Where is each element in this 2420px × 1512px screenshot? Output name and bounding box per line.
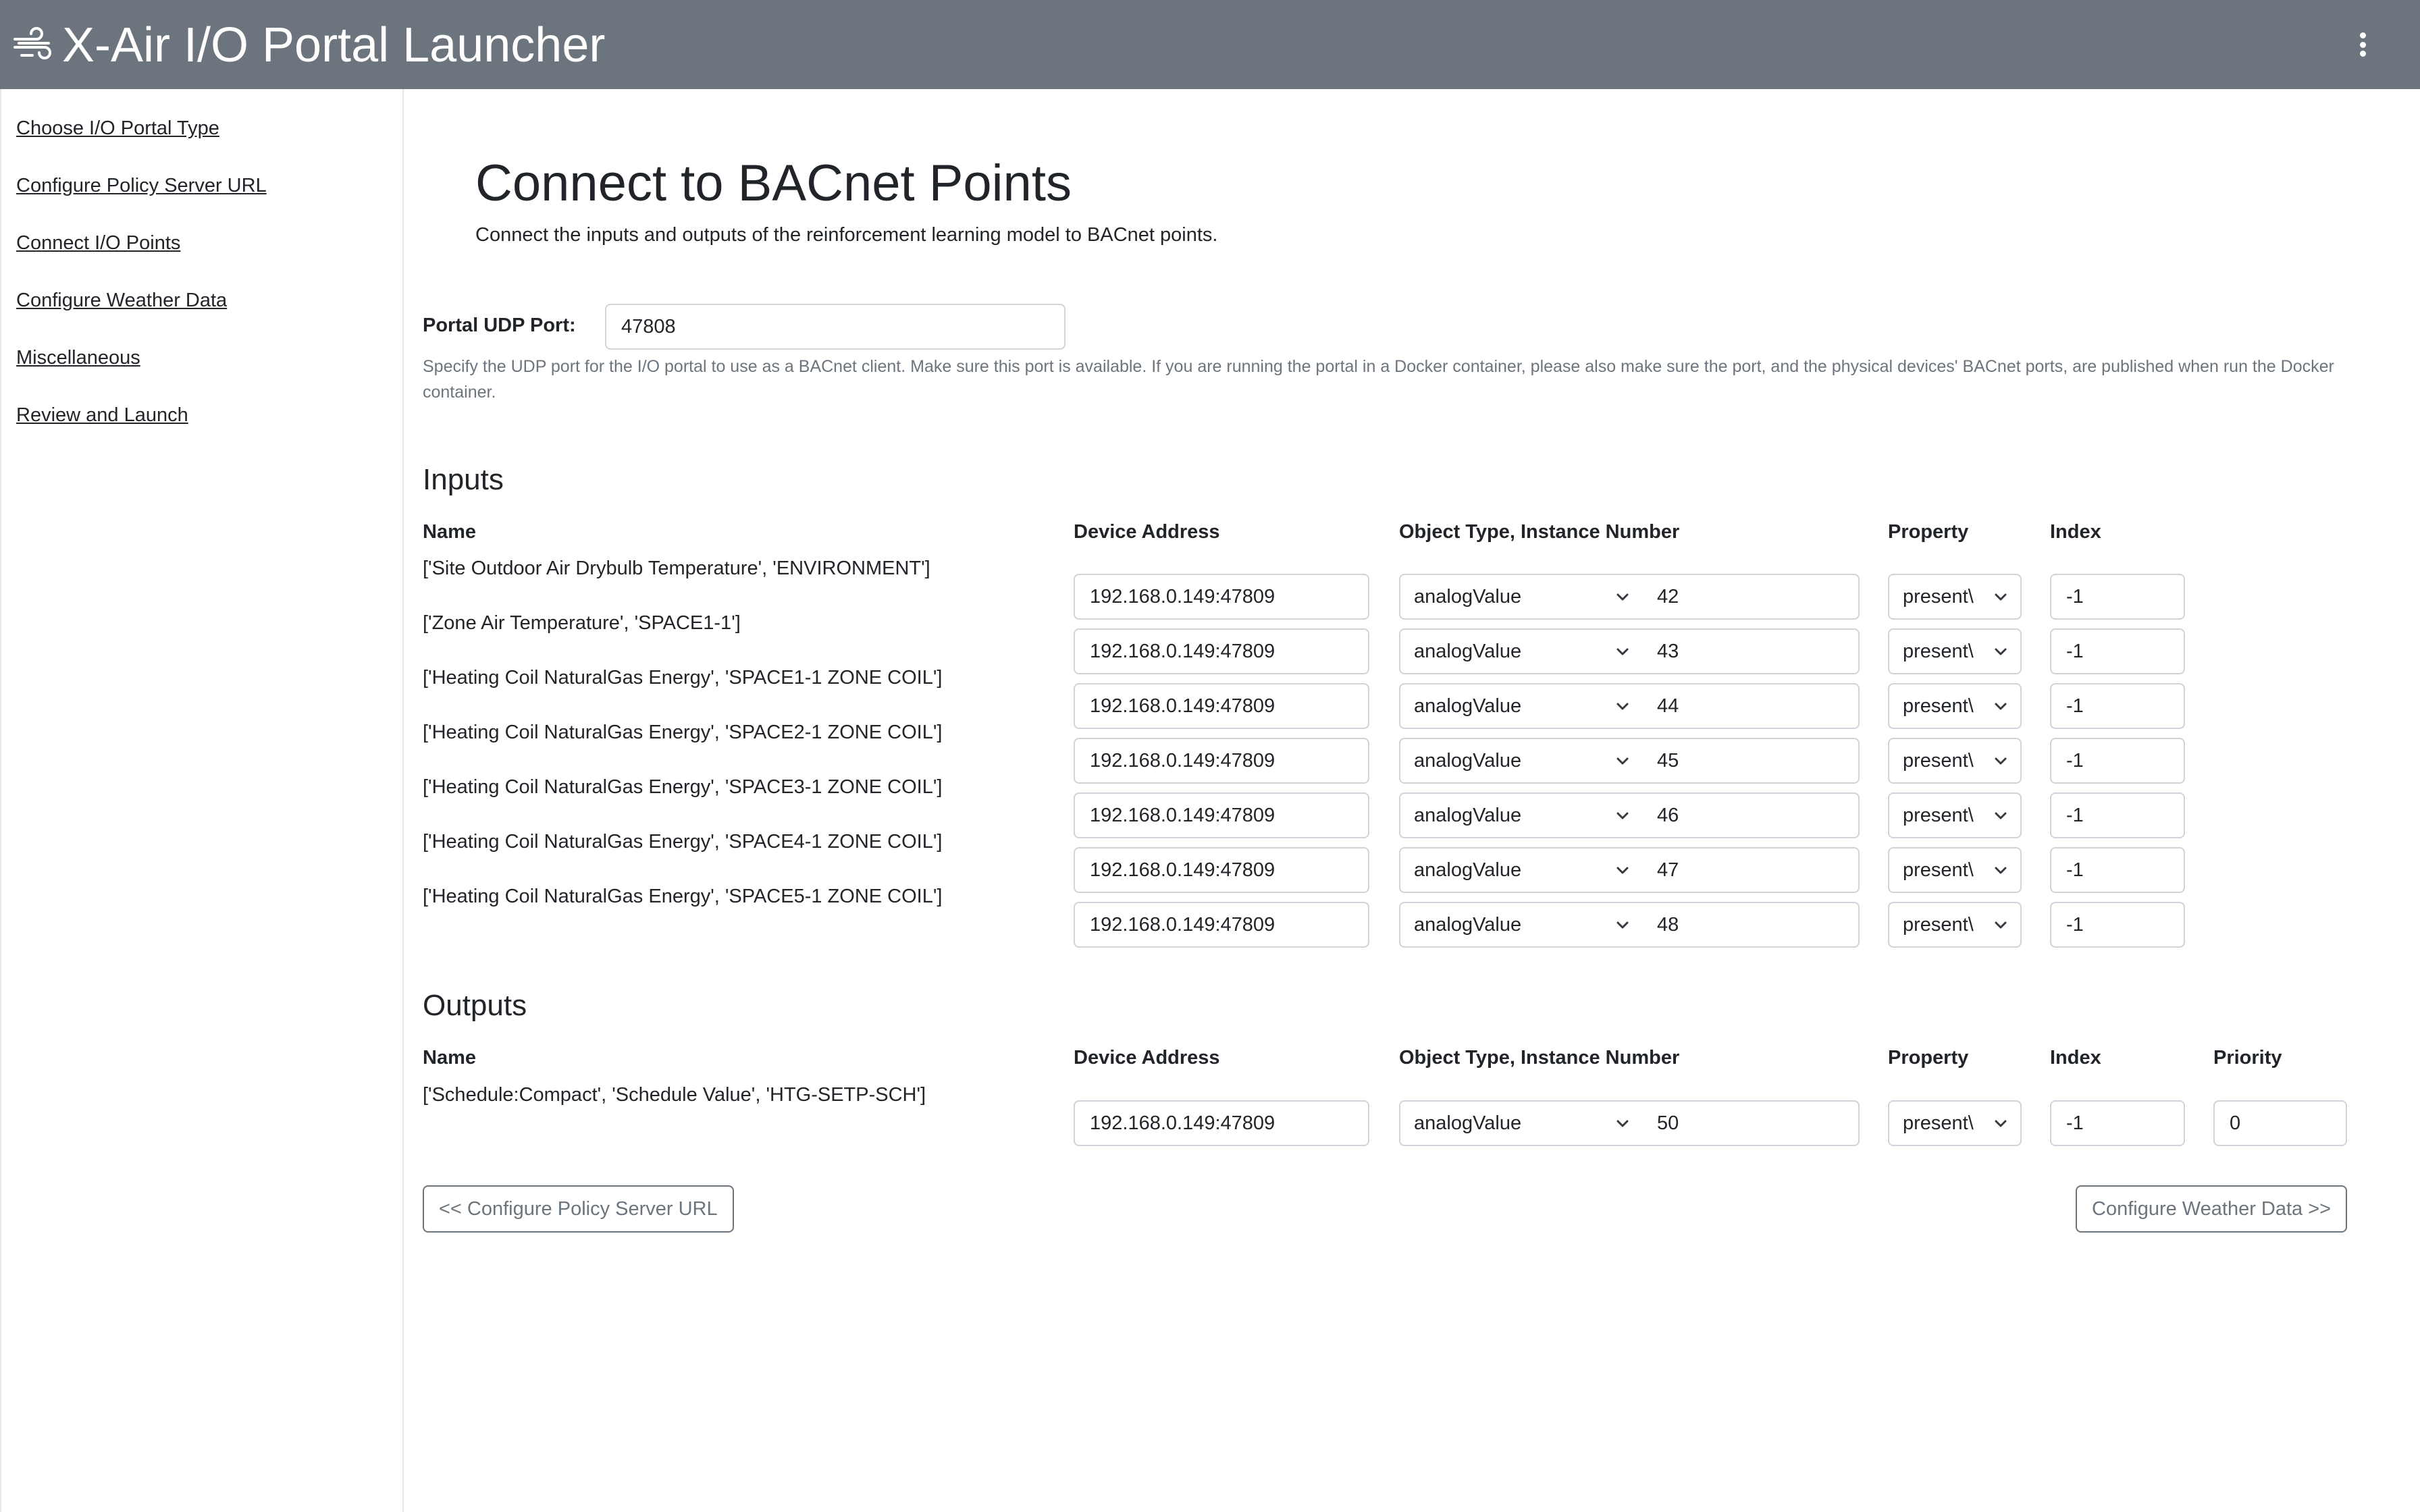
object-type-value: analogValue — [1414, 1112, 1522, 1134]
outputs-col-address: Device Address — [1074, 1047, 1220, 1069]
instance-number-input[interactable]: 47 — [1642, 847, 1860, 893]
object-type-select[interactable] — [1399, 683, 1643, 729]
index-input[interactable]: -1 — [2050, 792, 2185, 838]
device-address-input[interactable]: 192.168.0.149:47809 — [1074, 628, 1369, 674]
property-value: present\ — [1903, 695, 1974, 717]
property-select[interactable] — [1888, 738, 2022, 784]
object-type-value: analogValue — [1414, 695, 1522, 717]
sidebar-item-review-launch[interactable]: Review and Launch — [16, 404, 188, 426]
device-address-input[interactable]: 192.168.0.149:47809 — [1074, 574, 1369, 620]
next-step-button[interactable]: Configure Weather Data >> — [2076, 1185, 2347, 1233]
chevron-down-icon — [1993, 699, 2008, 714]
property-value: present\ — [1903, 805, 1974, 826]
property-select[interactable] — [1888, 628, 2022, 674]
property-value: present\ — [1903, 914, 1974, 936]
row-name: ['Heating Coil NaturalGas Energy', 'SPACE3-1 ZONE COIL'] — [423, 776, 943, 798]
wind-icon — [12, 26, 54, 63]
chevron-down-icon — [1615, 863, 1630, 878]
object-type-select[interactable] — [1399, 1100, 1643, 1146]
row-name: ['Site Outdoor Air Drybulb Temperature', 'ENVIRONMENT'] — [423, 558, 930, 579]
device-address-input[interactable]: 192.168.0.149:47809 — [1074, 902, 1369, 948]
inputs-col-name: Name — [423, 521, 476, 543]
index-input[interactable]: -1 — [2050, 683, 2185, 729]
inputs-col-index: Index — [2050, 521, 2101, 543]
instance-number-input[interactable]: 44 — [1642, 683, 1860, 729]
chevron-down-icon — [1993, 590, 2008, 605]
row-name: ['Zone Air Temperature', 'SPACE1-1'] — [423, 612, 741, 634]
priority-input[interactable]: 0 — [2213, 1100, 2347, 1146]
chevron-down-icon — [1615, 1116, 1630, 1131]
property-value: present\ — [1903, 750, 1974, 772]
sidebar-item-connect-io-points[interactable]: Connect I/O Points — [16, 232, 181, 254]
index-input[interactable]: -1 — [2050, 847, 2185, 893]
sidebar — [0, 89, 404, 1512]
index-input[interactable]: -1 — [2050, 1100, 2185, 1146]
property-select[interactable] — [1888, 1100, 2022, 1146]
object-type-select[interactable] — [1399, 847, 1643, 893]
outputs-col-name: Name — [423, 1047, 476, 1069]
inputs-col-object: Object Type, Instance Number — [1399, 521, 1680, 543]
chevron-down-icon — [1615, 590, 1630, 605]
outputs-col-index: Index — [2050, 1047, 2101, 1069]
chevron-down-icon — [1993, 754, 2008, 769]
instance-number-input[interactable]: 48 — [1642, 902, 1860, 948]
sidebar-item-configure-weather[interactable]: Configure Weather Data — [16, 290, 228, 311]
outputs-heading: Outputs — [423, 989, 527, 1022]
object-type-value: analogValue — [1414, 805, 1522, 826]
object-type-select[interactable] — [1399, 574, 1643, 620]
page-lead: Connect the inputs and outputs of the reinforcement learning model to BACnet points. — [475, 224, 1218, 246]
instance-number-input[interactable]: 43 — [1642, 628, 1860, 674]
row-name: ['Schedule:Compact', 'Schedule Value', 'HTG-SETP-SCH'] — [423, 1084, 926, 1106]
property-select[interactable] — [1888, 792, 2022, 838]
index-input[interactable]: -1 — [2050, 574, 2185, 620]
outputs-col-priority: Priority — [2213, 1047, 2282, 1069]
object-type-value: analogValue — [1414, 586, 1522, 608]
row-name: ['Heating Coil NaturalGas Energy', 'SPACE1-1 ZONE COIL'] — [423, 667, 943, 688]
app-header — [0, 0, 2420, 89]
prev-step-button[interactable]: << Configure Policy Server URL — [423, 1185, 734, 1233]
sidebar-item-miscellaneous[interactable]: Miscellaneous — [16, 347, 140, 369]
index-input[interactable]: -1 — [2050, 902, 2185, 948]
property-value: present\ — [1903, 641, 1974, 662]
object-type-select[interactable] — [1399, 902, 1643, 948]
object-type-select[interactable] — [1399, 628, 1643, 674]
inputs-col-address: Device Address — [1074, 521, 1220, 543]
chevron-down-icon — [1615, 645, 1630, 659]
chevron-down-icon — [1615, 809, 1630, 824]
property-select[interactable] — [1888, 902, 2022, 948]
object-type-select[interactable] — [1399, 792, 1643, 838]
property-select[interactable] — [1888, 683, 2022, 729]
index-input[interactable]: -1 — [2050, 628, 2185, 674]
row-name: ['Heating Coil NaturalGas Energy', 'SPACE2-1 ZONE COIL'] — [423, 722, 943, 743]
object-type-value: analogValue — [1414, 914, 1522, 936]
property-value: present\ — [1903, 859, 1974, 881]
chevron-down-icon — [1615, 754, 1630, 769]
device-address-input[interactable]: 192.168.0.149:47809 — [1074, 683, 1369, 729]
chevron-down-icon — [1993, 918, 2008, 933]
page-title: Connect to BACnet Points — [475, 155, 1072, 212]
app-title: X-Air I/O Portal Launcher — [62, 18, 606, 72]
row-name: ['Heating Coil NaturalGas Energy', 'SPACE5-1 ZONE COIL'] — [423, 886, 943, 907]
object-type-value: analogValue — [1414, 750, 1522, 772]
udp-port-input[interactable]: 47808 — [605, 304, 1066, 350]
chevron-down-icon — [1993, 1116, 2008, 1131]
chevron-down-icon — [1993, 645, 2008, 659]
device-address-input[interactable]: 192.168.0.149:47809 — [1074, 847, 1369, 893]
object-type-select[interactable] — [1399, 738, 1643, 784]
instance-number-input[interactable]: 46 — [1642, 792, 1860, 838]
object-type-value: analogValue — [1414, 859, 1522, 881]
outputs-col-object: Object Type, Instance Number — [1399, 1047, 1680, 1069]
index-input[interactable]: -1 — [2050, 738, 2185, 784]
chevron-down-icon — [1615, 699, 1630, 714]
inputs-col-property: Property — [1888, 521, 1969, 543]
chevron-down-icon — [1993, 863, 2008, 878]
device-address-input[interactable]: 192.168.0.149:47809 — [1074, 1100, 1369, 1146]
device-address-input[interactable]: 192.168.0.149:47809 — [1074, 738, 1369, 784]
inputs-heading: Inputs — [423, 463, 504, 496]
property-select[interactable] — [1888, 847, 2022, 893]
chevron-down-icon — [1615, 918, 1630, 933]
device-address-input[interactable]: 192.168.0.149:47809 — [1074, 792, 1369, 838]
property-value: present\ — [1903, 586, 1974, 608]
object-type-value: analogValue — [1414, 641, 1522, 662]
kebab-menu-icon[interactable] — [2352, 30, 2373, 59]
property-value: present\ — [1903, 1112, 1974, 1134]
chevron-down-icon — [1993, 809, 2008, 824]
instance-number-input[interactable]: 45 — [1642, 738, 1860, 784]
instance-number-input[interactable]: 50 — [1642, 1100, 1860, 1146]
instance-number-input[interactable]: 42 — [1642, 574, 1860, 620]
property-select[interactable] — [1888, 574, 2022, 620]
udp-port-help: Specify the UDP port for the I/O portal to use as a BACnet client. Make sure this port is available. If you are running the portal in a Docker container, please also make sure the port, and the physical devices' BACnet ports, are published when run the Docker container. — [423, 357, 2334, 402]
sidebar-item-choose-portal-type[interactable]: Choose I/O Portal Type — [16, 117, 219, 139]
udp-port-label: Portal UDP Port: — [423, 315, 576, 336]
outputs-col-property: Property — [1888, 1047, 1969, 1069]
row-name: ['Heating Coil NaturalGas Energy', 'SPACE4-1 ZONE COIL'] — [423, 831, 943, 853]
sidebar-item-configure-policy-server[interactable]: Configure Policy Server URL — [16, 175, 267, 196]
